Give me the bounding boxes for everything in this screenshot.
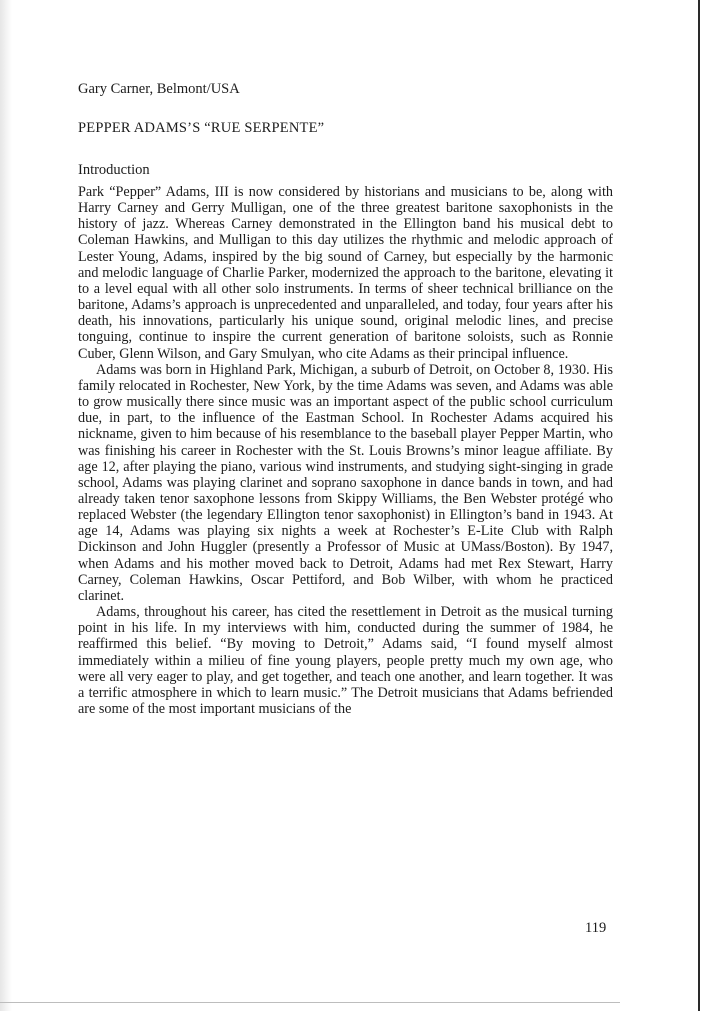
page-shadow-left	[0, 0, 12, 1011]
page-edge-bottom	[0, 1002, 620, 1003]
section-heading: Introduction	[78, 162, 150, 178]
author-line: Gary Carner, Belmont/USA	[78, 81, 240, 97]
paragraph-3: Adams, throughout his career, has cited the resettlement in Detroit as the musical turning point in his life. In my interviews with him, conducted during the summer of 1984, he reaffirmed this belief. “By moving to Detroit,” Adams said, “I found myself almost immediately within a milieu of fine young players, people pretty much my own age, who were all very eager to play, and get together, and teach one another, and learn together. It was a terrific atmosphere in which to learn music.” The Detroit musicians that Adams befriended are some of the most important musicians of the	[78, 604, 613, 717]
paragraph-1: Park “Pepper” Adams, III is now considered by historians and musicians to be, along with Harry Carney and Gerry Mulligan, one of the three greatest baritone saxophonists in the history of jazz. Whereas Carney demonstrated in the Ellington band his musical debt to Coleman Hawkins, and Mulligan to this day utilizes the rhythmic and melodic approach of Lester Young, Adams, inspired by the big sound of Carney, but especially by the harmonic and melodic language of Charlie Parker, modernized the approach to the baritone, elevating it to a level equal with all other solo instruments. In terms of sheer technical brilliance on the baritone, Adams’s approach is unprecedented and unparalleled, and today, four years after his death, his innovations, particularly his unique sound, original melodic lines, and precise tonguing, continue to inspire the current generation of baritone soloists, such as Ronnie Cuber, Glenn Wilson, and Gary Smulyan, who cite Adams as their principal influence.	[78, 184, 613, 362]
page-number: 119	[585, 920, 607, 936]
paragraph-2: Adams was born in Highland Park, Michigan, a suburb of Detroit, on October 8, 1930. His family relocated in Rochester, New York, by the time Adams was seven, and Adams was able to grow musically there since music was an important aspect of the public school curriculum due, in part, to the influence of the Eastman School. In Rochester Adams acquired his nickname, given to him because of his resemblance to the baseball player Pepper Martin, who was finishing his career in Rochester with the St. Louis Browns’s minor league affiliate. By age 12, after playing the piano, various wind instruments, and studying sight-singing in grade school, Adams was playing clarinet and soprano saxophone in dance bands in town, and had already taken tenor saxophone lessons from Skippy Williams, the Ben Webster protégé who replaced Webster (the legendary Ellington tenor saxophonist) in Ellington’s band in 1943. At age 14, Adams was playing six nights a week at Rochester’s E-Lite Club with Ralph Dickinson and John Huggler (presently a Professor of Music at UMass/Boston). By 1947, when Adams and his mother moved back to Detroit, Adams had met Rex Stewart, Harry Carney, Coleman Hawkins, Oscar Pettiford, and Bob Wilber, with whom he practiced clarinet.	[78, 361, 613, 604]
page-edge-right	[698, 0, 700, 1011]
article-body	[78, 80, 613, 717]
article-title: PEPPER ADAMS’S “RUE SERPENTE”	[78, 120, 325, 136]
